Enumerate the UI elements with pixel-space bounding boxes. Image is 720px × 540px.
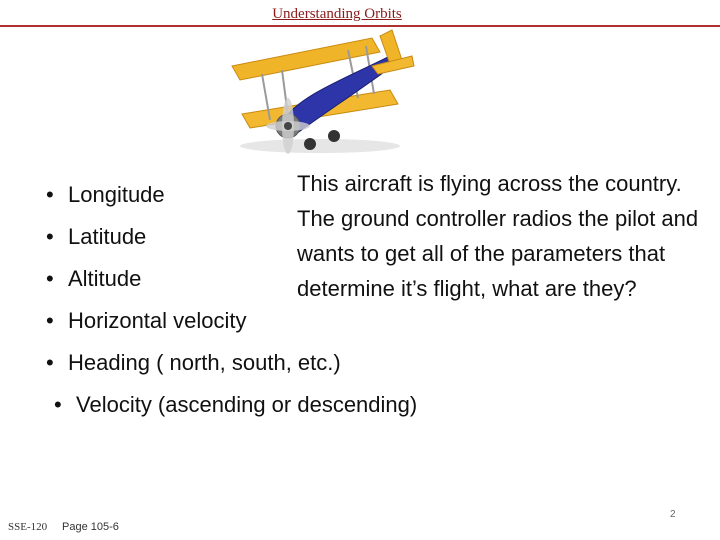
list-item: • Heading ( north, south, etc.) <box>46 342 417 384</box>
list-item: • Longitude <box>46 174 417 216</box>
list-item: • Altitude <box>46 258 417 300</box>
list-item: • Horizontal velocity <box>46 300 417 342</box>
description-line: The ground controller radios the pilot and wants to get all of the parameters that determine it’s flight, what are they? <box>297 206 699 301</box>
course-code: SSE-120 <box>8 521 48 533</box>
description-line: This aircraft is flying across the country. <box>297 171 682 196</box>
slide-number: 2 <box>670 509 676 520</box>
page-title: Understanding Orbits <box>272 6 402 22</box>
list-item: • Velocity (ascending or descending) <box>54 384 417 426</box>
biplane-image <box>222 26 422 160</box>
description-text <box>297 166 707 306</box>
list-item: • Latitude <box>46 216 417 258</box>
page-reference: Page 105-6 <box>62 521 119 533</box>
